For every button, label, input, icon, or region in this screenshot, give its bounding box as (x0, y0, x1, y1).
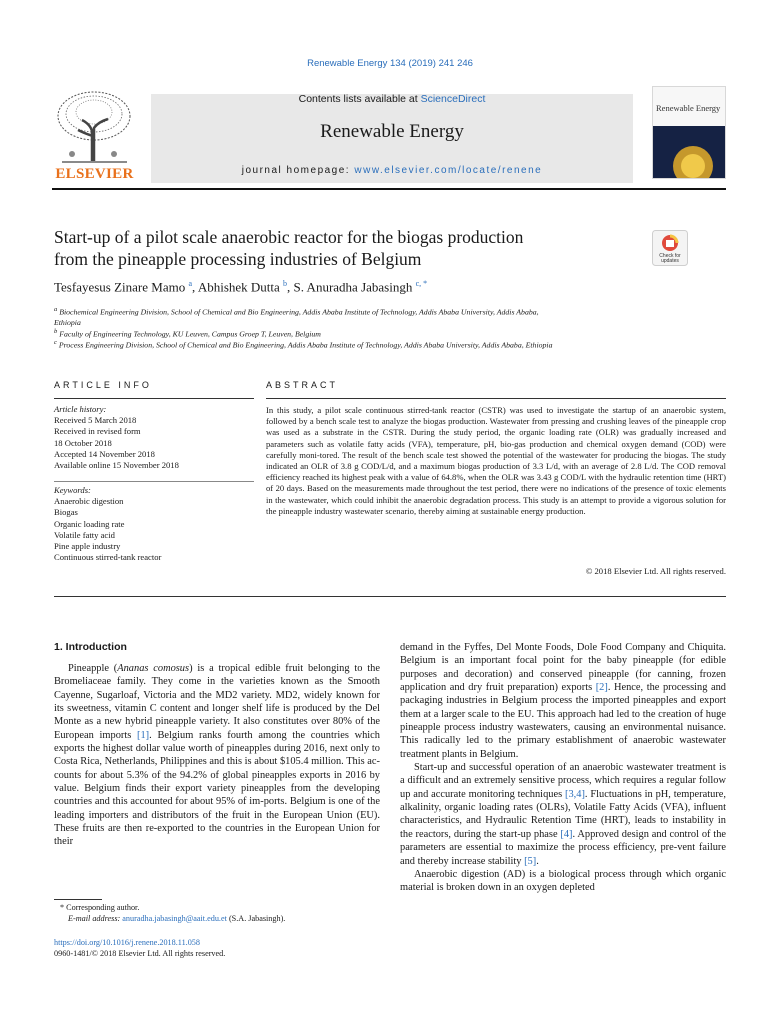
text-run: Start-up and successful operation of an anaerobic wastewater treatment is a difficult and an extremely sensitive process, which requires a regular follow up and accurate monitoring techniques (400, 762, 726, 800)
author-affil-sup[interactable]: c, * (415, 279, 428, 288)
reference-link[interactable]: [4] (560, 828, 573, 840)
affil-text: Faculty of Engineering Technology, KU Leuven, Campus Groep T, Leuven, Belgium (59, 329, 321, 339)
sciencedirect-link[interactable]: ScienceDirect (420, 93, 486, 105)
journal-name: Renewable Energy (320, 121, 464, 142)
affil-sup: b (54, 328, 58, 335)
affiliation-c (54, 338, 694, 351)
contents-prefix: Contents lists available at (298, 93, 421, 105)
badge-text-1: Check for (659, 253, 681, 259)
info-rule-top (54, 398, 254, 399)
text-run: . (536, 855, 539, 867)
reference-link[interactable]: [3,4] (565, 788, 585, 800)
intro-paragraph (54, 662, 380, 849)
abstract-rule-bottom (54, 596, 726, 597)
keyword-item: Continuous stirred-tank reactor (54, 552, 162, 563)
abstract-copyright: © 2018 Elsevier Ltd. All rights reserved. (585, 566, 726, 576)
intro-paragraph (400, 868, 726, 895)
issn-line: 0960-1481/© 2018 Elsevier Ltd. All rights reserved. (54, 949, 226, 958)
author-affil-sup[interactable]: b (283, 279, 288, 288)
reference-link[interactable]: [1] (137, 729, 150, 741)
keyword-item: Organic loading rate (54, 518, 125, 529)
text-run: . Approved design and control of the parameters are essential to maximize the process efficiency, pre-vent failure and thereby increase stability (400, 828, 726, 867)
keyword-item: Biogas (54, 507, 78, 518)
contents-line (151, 93, 633, 105)
article-title (54, 226, 644, 270)
footnote-text: Corresponding author. (66, 903, 140, 912)
keyword-item: Anaerobic digestion (54, 496, 124, 507)
keywords-block (54, 485, 254, 563)
keyword-item: Pine apple industry (54, 541, 121, 552)
affil-text: Ethiopia (54, 317, 81, 327)
author-name[interactable]: S. Anuradha Jabasingh (293, 279, 413, 295)
cover-artwork (653, 126, 726, 178)
author-name[interactable]: Tesfayesus Zinare Mamo (54, 279, 186, 295)
cover-title: Renewable Energy (656, 103, 721, 113)
text-run: . Fluctuations in pH, temperature, alkalinity, organic loading rates (OLRs), Volatile Fatty Acids (VFA), influent characteristics, and Hydraulic Retention Time (HRT), leads to instability in the reactors, during the start-up phase (400, 788, 726, 840)
journal-cover-thumbnail[interactable] (652, 86, 726, 179)
footnote-asterisk: * (60, 903, 65, 912)
intro-paragraph (400, 641, 726, 761)
history-item: Accepted 14 November 2018 (54, 448, 155, 459)
text-run: . Belgium ranks fourth among the countries which exports the highest dollar value worth of pineapples during 2016, next only to Costa Rica, Netherlands, Philippines and this is about $105.4 million. This ac-counts for about 5.3% of the 94.2% of global pineapples exports in 2016 by value. Belgium finds their export variety pineapples from the developing countries and this accounted for about 95% of im-ports. Belgium is one of the leading importers and distributors of the fruit in the European Union (EU). These fruits are then re-exported to the countries in the European Union for their (54, 729, 380, 848)
history-item: Received in revised form (54, 426, 141, 437)
article-info-heading: ARTICLE INFO (54, 380, 152, 390)
abstract-rule-top (266, 398, 726, 399)
check-for-updates-icon[interactable] (652, 230, 688, 266)
badge-text-2: updates (661, 258, 679, 264)
history-label: Article history: (54, 404, 107, 414)
introduction-heading: 1. Introduction (54, 641, 127, 653)
intro-right-column (400, 641, 726, 895)
elsevier-wordmark[interactable]: ELSEVIER (55, 166, 134, 182)
author-affil-sup[interactable]: a (188, 279, 193, 288)
author-list: Tesfayesus Zinare Mamo $^a$, Abhishek Dutta $^b$, S. Anuradha Jabasingh $^{c, *}$ (54, 279, 428, 295)
affil-sup: c (54, 339, 57, 346)
homepage-line (151, 165, 633, 176)
homepage-link[interactable]: www.elsevier.com/locate/renene (354, 165, 543, 176)
email-label: E-mail address: (68, 914, 123, 923)
corresponding-footnote (54, 902, 384, 924)
reference-link[interactable]: [2] (595, 682, 608, 694)
text-run: . Hence, the processing and packaging industries in Belgium process the imported pineapples and export them at a larger scale to the EU. This approach had led to the creation of huge pineapple process industry wastewaters, causing an environmental nuisance. This radically led to the primary establishment of anaerobic wastewater treatment plants in Belgium. (400, 682, 726, 760)
abstract-text: In this study, a pilot scale continuous stirred-tank reactor (CSTR) was used to investigate the startup of an anaerobic system, followed by a bench scale test to analyze the biogas production. Wastewater from pressing and crushing leaves of the pineapple crop was used as a substrate in the CSTR. During the study period, the organic loading rate (OLR) was gradually increased and parameters such as volatile fatty acids (VFA), temperature, pH, bio-gas production and chemical oxygen demand (COD) were carefully moni-tored. The result of the bench scale test showed the potential of the wastewater for producing the biogas. The study indicated an OLR of 3.8 g COD/L/d, and a maximum biogas production of 3.3 L/d, with an average of 2.8 L/d. The COD removal efficiency reached its highest peak with a value of 64.8%, when the OLR was 3.43 g COD/L with the hydraulic retention time (HRT) of 20 days. Based on the measurements made throughout the test period, there were no indications of the presence of toxic elements in the wastewater, which could inhibit the anaerobic degradation process. This study is an attempt to provide a vigorous solution for the pineapple industry wastewater scenario, thereby aiming at sustainable energy production. (266, 405, 726, 516)
affil-text: Process Engineering Division, School of Chemical and Bio Engineering, Addis Ababa Institute of Technology, Addis Ababa University, Addis Ababa, Ethiopia (58, 340, 553, 350)
text-run: Pineapple ( (68, 663, 118, 674)
homepage-prefix: journal homepage: (241, 165, 355, 176)
doi-link[interactable]: https://doi.org/10.1016/j.renene.2018.11.058 (54, 938, 200, 947)
reference-link[interactable]: [5] (524, 855, 537, 867)
text-run: Anaerobic digestion (AD) is a biological process through which organic material is broken down in an oxygen depleted (400, 868, 726, 894)
intro-left-column (54, 662, 380, 849)
intro-paragraph (400, 761, 726, 868)
header-rule (52, 188, 726, 190)
species-name: Ananas comosus (117, 663, 190, 674)
affil-sup: a (54, 306, 58, 313)
affiliation-a (54, 305, 694, 328)
affil-text: Biochemical Engineering Division, School of Chemical and Bio Engineering, Addis Ababa Institute of Technology, Addis Ababa University, Addis Ababa, (59, 307, 539, 317)
author-name[interactable]: Abhishek Dutta (197, 279, 280, 295)
history-item: Available online 15 November 2018 (54, 460, 179, 471)
keyword-item: Volatile fatty acid (54, 529, 115, 540)
keywords-label: Keywords: (54, 485, 91, 495)
footnote-rule (54, 899, 102, 900)
cover-sun-icon (653, 126, 726, 178)
email-suffix: (S.A. Jabasingh). (226, 914, 286, 923)
title-line-1: Start-up of a pilot scale anaerobic reactor for the biogas production (54, 227, 524, 247)
history-item: 18 October 2018 (54, 437, 112, 448)
text-run: demand in the Fyffes, Del Monte Foods, Dole Food Company and Chiquita. Belgium is an important focal point for the baby pineapple (for edible purposes and decoration) and conserved pineapple (for canning, frozen application and dry fruit preparation) exports (400, 642, 726, 694)
email-link[interactable]: anuradha.jabasingh@aait.edu.et (122, 914, 227, 923)
article-history (54, 404, 254, 471)
text-run: ) is a tropical edible fruit belonging to the Bromeliaceae family. They come in the varieties known as the Smooth Cayenne, Sugarloaf, Victoria and the MD2 variety. MD2, widely known for its sweetness, vitamin C content and longer shelf life is produced by the Del Monte as a new hybrid pineapple variety. It also constitutes over 80% of the European imports (54, 663, 380, 741)
history-item: Received 5 March 2018 (54, 415, 137, 426)
info-rule-mid (54, 481, 254, 482)
journal-citation[interactable]: Renewable Energy 134 (2019) 241 246 (307, 58, 473, 69)
title-line-2: from the pineapple processing industries of Belgium (54, 249, 422, 269)
abstract-heading: ABSTRACT (266, 380, 339, 390)
